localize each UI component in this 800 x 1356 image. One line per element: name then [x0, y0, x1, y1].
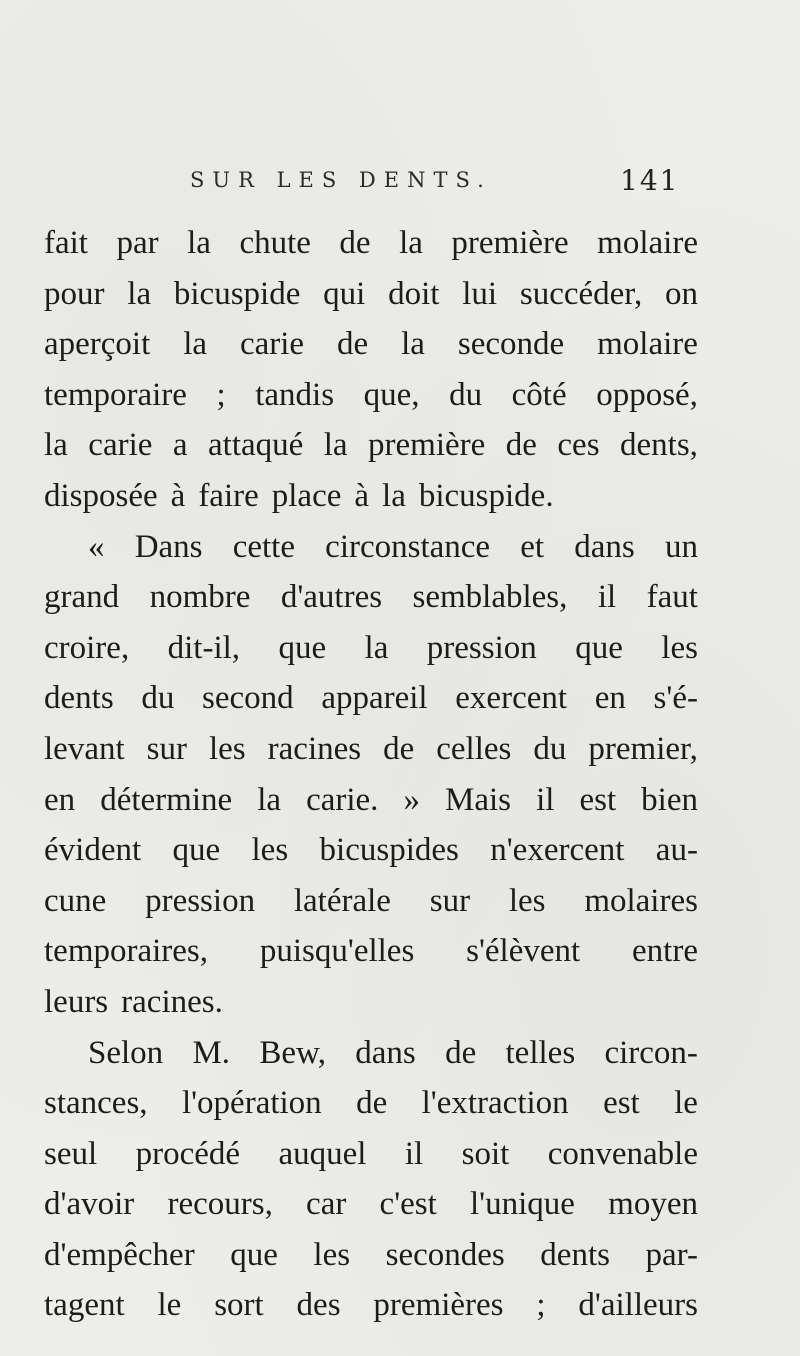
- body-text: [44, 218, 698, 1331]
- text-line: aperçoit la carie de la seconde molaire: [44, 326, 698, 363]
- text-line: dents du second appareil exercent en s'é-: [44, 680, 698, 717]
- running-head: SUR LES DENTS.: [190, 168, 492, 192]
- text-line: Selon M. Bew, dans de telles circon-: [88, 1034, 698, 1071]
- text-line: disposée à faire place à la bicuspide.: [44, 477, 554, 514]
- text-line: levant sur les racines de celles du premier,: [44, 730, 698, 767]
- text-line: grand nombre d'autres semblables, il faut: [44, 579, 698, 616]
- text-line: seul procédé auquel il soit convenable: [44, 1135, 698, 1172]
- text-line: pour la bicuspide qui doit lui succéder, on: [44, 275, 698, 312]
- text-line: tagent le sort des premières ; d'ailleurs: [44, 1287, 698, 1324]
- text-line: évident que les bicuspides n'exercent au-: [44, 832, 698, 869]
- text-line: en détermine la carie. » Mais il est bien: [44, 781, 698, 818]
- text-line: cune pression latérale sur les molaires: [44, 882, 698, 919]
- text-line: « Dans cette circonstance et dans un: [88, 528, 698, 565]
- text-line: la carie a attaqué la première de ces dents,: [44, 427, 698, 464]
- text-line: stances, l'opération de l'extraction est le: [44, 1085, 698, 1122]
- text-line: d'empêcher que les secondes dents par-: [44, 1236, 698, 1273]
- text-line: temporaires, puisqu'elles s'élèvent entre: [44, 933, 698, 970]
- text-line: croire, dit-il, que la pression que les: [44, 629, 698, 666]
- page-number: 141: [620, 164, 680, 197]
- text-line: temporaire ; tandis que, du côté opposé,: [44, 376, 698, 413]
- text-line: fait par la chute de la première molaire: [44, 225, 698, 261]
- text-line: leurs racines.: [44, 983, 223, 1020]
- text-line: d'avoir recours, car c'est l'unique moyen: [44, 1186, 698, 1223]
